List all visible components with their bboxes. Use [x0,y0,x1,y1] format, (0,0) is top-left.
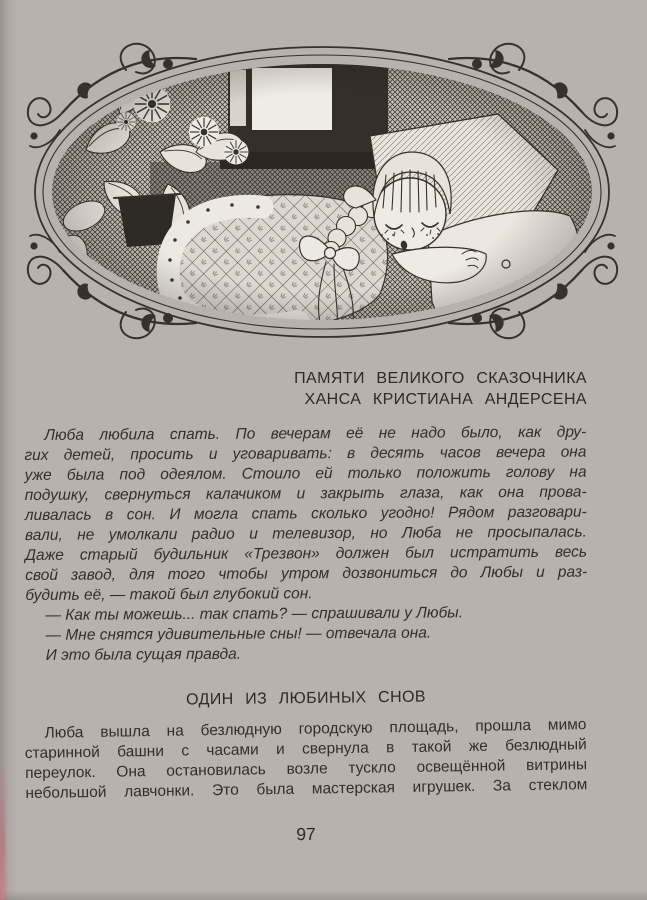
text-line: вали, не умолкали радио и телевизор, но Люба не просыпалась. [24,523,587,545]
text-line: — Как ты можешь... так спать? — спрашивали у Любы. [45,604,464,624]
page-edge-tint [0,760,5,900]
dedication-heading [25,368,587,410]
text-line: переулок. Она остановилась возле тускло освещённой витрины [25,756,588,782]
dedication-line: ХАНСА КРИСТИАНА АНДЕРСЕНА [304,391,587,408]
text-line: небольшой лавчонки. Это была мастерская игрушек. За стеклом [25,776,588,802]
text-line: свой завод, для того чтобы утром дозвониться до Любы и раз- [25,563,588,584]
text-line: уже была под одеялом. Стоило ей только положить голову на [24,463,587,485]
text-line: Даже старый будильник «Трезвон» должен был истратить весь [25,543,588,564]
text-line: ливалась в сон. И могла спать сколько угодно! Рядом разговари- [24,503,587,525]
story-paragraph-2 [24,715,587,804]
text-line: будить её, — такой был глубокий сон. [25,585,313,604]
section-heading: ОДИН ИЗ ЛЮБИНЫХ СНОВ [185,688,427,709]
dedication-line: ПАМЯТИ ВЕЛИКОГО СКАЗОЧНИКА [294,370,587,387]
text-line: подушку, свернуться калачиком и закрыть глаза, как она прова- [24,483,587,505]
text-line: Люба вышла на безлюдную городскую площадь, прошла мимо [44,716,587,742]
page-number: 97 [296,823,316,845]
story-paragraph-1 [24,423,587,666]
text-line: старинной башни с часами и свернула в такой же безлюдный [24,736,587,763]
text-line: Люба любила спать. По вечерам её не надо было, как дру- [44,423,587,444]
story-illustration [0,2,647,374]
text-line: И это была сущая правда. [45,645,242,664]
text-line: гих детей, просить и уговаривать: в десять часов вечера она [24,443,587,465]
text-line: — Мне снятся удивительные сны! — отвечала она. [45,624,432,644]
